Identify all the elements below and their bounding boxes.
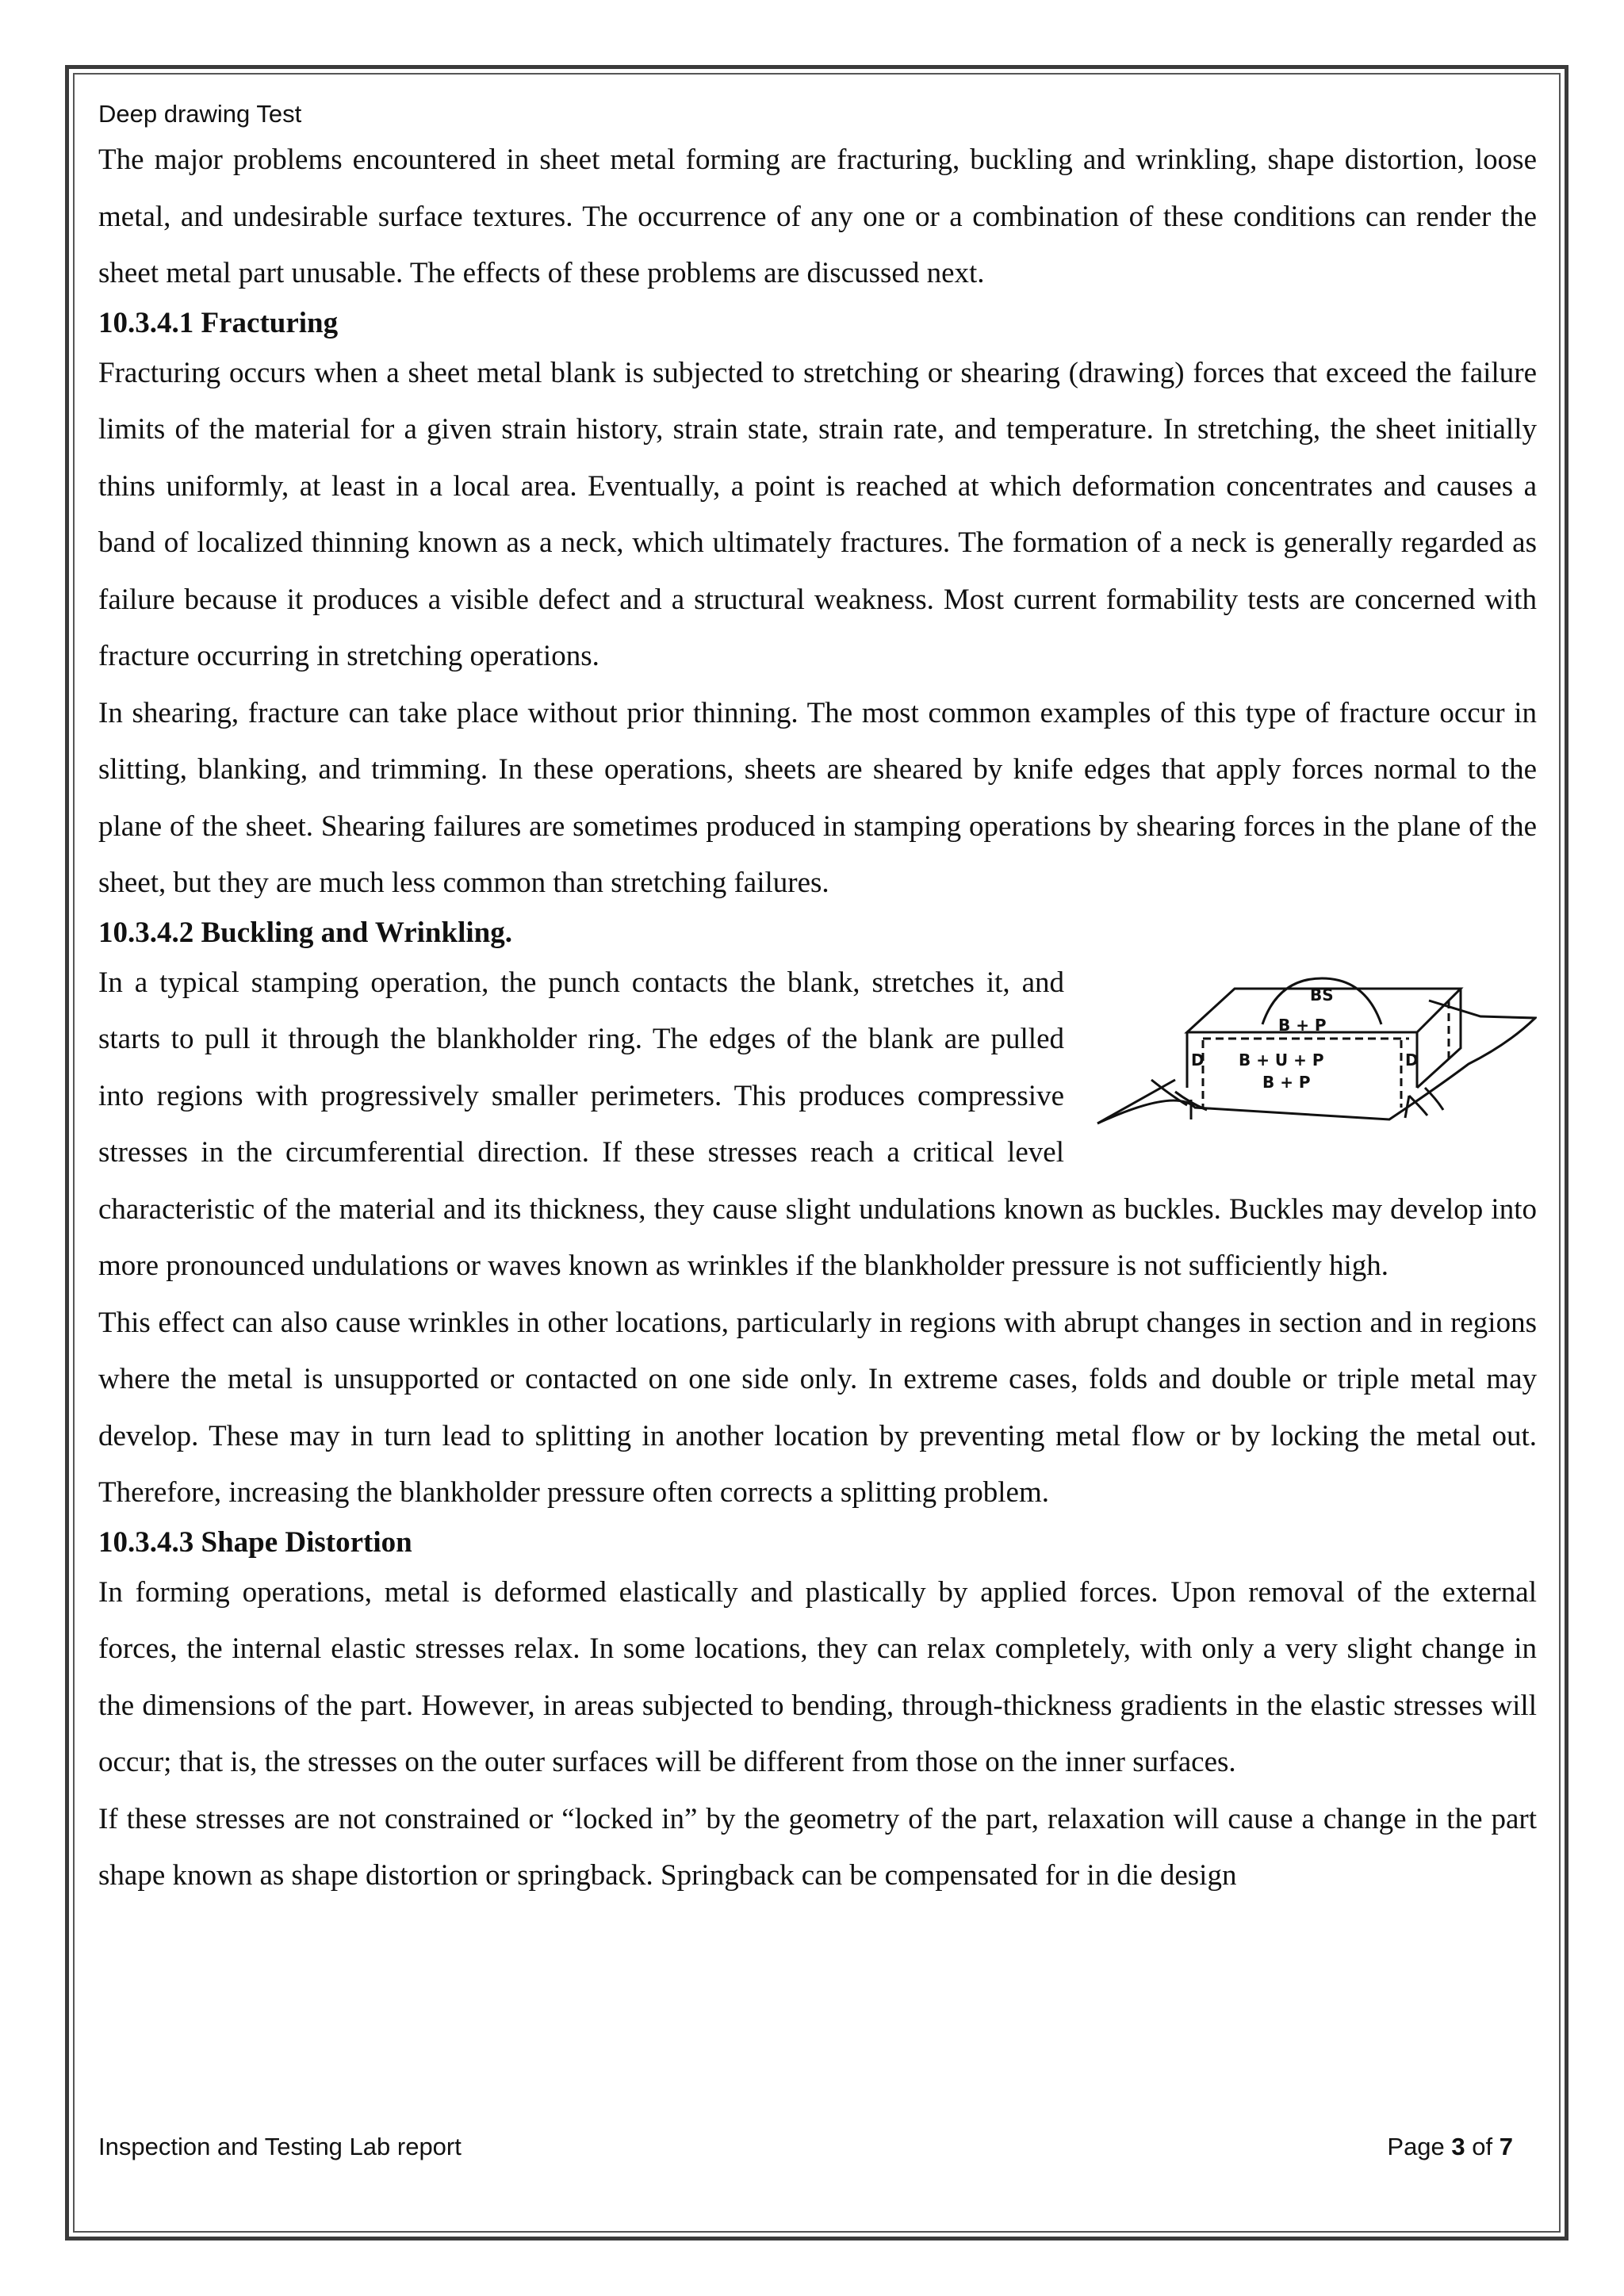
figure-label-low: B + P xyxy=(1262,1072,1311,1092)
heading-shape-distortion: 10.3.4.3 Shape Distortion xyxy=(98,1525,412,1559)
page-total: 7 xyxy=(1499,2133,1513,2160)
page-of: of xyxy=(1465,2133,1500,2160)
fracturing-paragraph-1: Fracturing occurs when a sheet metal blank is subjected to stretching or shearing (drawing) forces that exceed the failure limits of the material for a given strain history, strain state, strain rate, and temperature. In stretching, the sheet initially thins uniformly, at least in a local area. Eventually, a point is reached at which deformation concentrates and causes a band of localized thinning known as a neck, which ultimately fractures. The formation of a neck is generally regarded as failure because it produces a visible defect and a structural weakness. Most current formability tests are concerned with fracture occurring in stretching operations. xyxy=(98,356,1537,672)
heading-fracturing: 10.3.4.1 Fracturing xyxy=(98,306,339,339)
footer-report-title: Inspection and Testing Lab report xyxy=(98,2133,462,2160)
page-prefix: Page xyxy=(1387,2133,1452,2160)
figure-label-d-left: D xyxy=(1191,1050,1205,1070)
shape-paragraph-1: In forming operations, metal is deformed elastically and plastically by applied forces. Upon removal of the external forces, the internal elastic stresses relax. In some locations, they can relax completely, with only a very slight change in the dimensions of the part. However, in areas subjected to bending, through-thickness gradients in the elastic stresses will occur; that is, the stresses on the outer surfaces will be different from those on the inner surfaces. xyxy=(98,1575,1537,1778)
intro-paragraph: The major problems encountered in sheet metal forming are fracturing, buckling and wrinkling, shape distortion, loose metal, and undesirable surface textures. The occurrence of any one or a combination of these conditions can render the sheet metal part unusable. The effects of these problems are discussed next. xyxy=(98,144,1537,289)
buckling-paragraph-2: This effect can also cause wrinkles in other locations, particularly in regions with abrupt changes in section and in regions where the metal is unsupported or contacted on one side only. In extreme cases, folds and double or triple metal may develop. These may in turn lead to splitting in another location by preventing metal flow or by locking the metal out. Therefore, increasing the blankholder pressure often corrects a splitting problem. xyxy=(98,1306,1537,1509)
buckling-paragraph-1: In a typical stamping operation, the punch contacts the blank, stretches it, and starts to pull it through the blankholder ring. The edges of the blank are pulled into regions with progressively smaller perimeters. This produces compressive stresses in the circumferential direction. If these stresses reach a critical level characteristic of the material and its thickness, they cause slight undulations known as buckles. Buckles may develop into more pronounced undulations or waves known as wrinkles if the blankholder pressure is not sufficiently high. xyxy=(98,966,1537,1282)
page-current: 3 xyxy=(1451,2133,1465,2160)
stamped-part-diagram xyxy=(1096,969,1537,1127)
figure-label-mid: B + U + P xyxy=(1239,1050,1324,1070)
figure-label-d-right: D xyxy=(1405,1050,1419,1070)
figure-label-bs: BS xyxy=(1310,985,1334,1004)
figure-label-top: B + P xyxy=(1278,1015,1327,1035)
fracturing-paragraph-2: In shearing, fracture can take place without prior thinning. The most common examples of this type of fracture occur in slitting, blanking, and trimming. In these operations, sheets are sheared by knife edges that apply forces normal to the plane of the sheet. Shearing failures are sometimes produced in stamping operations by shearing forces in the plane of the sheet, but they are much less common than stretching failures. xyxy=(98,696,1537,899)
document-body xyxy=(98,132,1537,1904)
shape-paragraph-2: If these stresses are not constrained or “locked in” by the geometry of the part, relaxation will cause a change in the part shape known as shape distortion or springback. Springback can be compensated for in die design xyxy=(98,1802,1537,1892)
heading-buckling: 10.3.4.2 Buckling and Wrinkling. xyxy=(98,916,512,949)
footer-page-number xyxy=(1387,2133,1513,2161)
page-header: Deep drawing Test xyxy=(98,100,302,128)
buckling-figure xyxy=(1096,969,1537,1127)
